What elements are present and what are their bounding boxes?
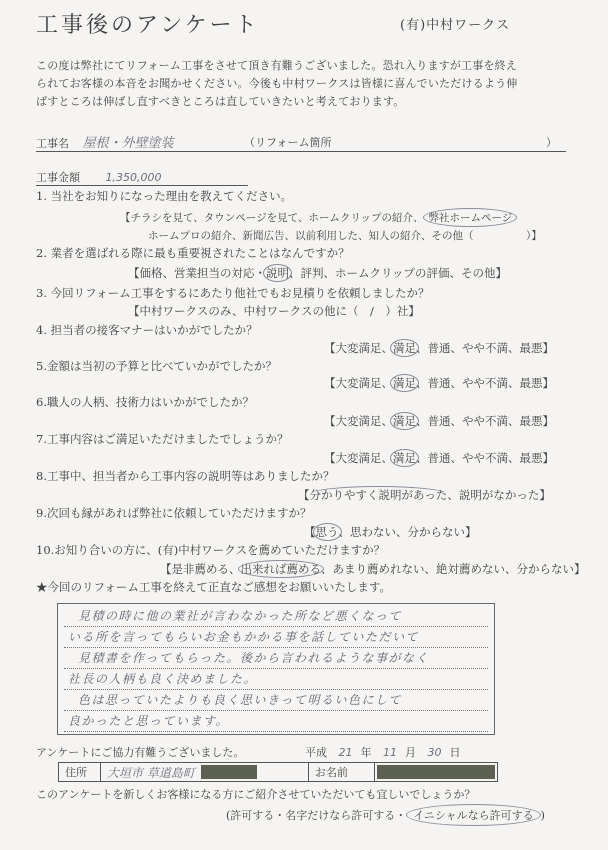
- selected-option[interactable]: 弊社ホームページ: [423, 208, 517, 227]
- survey-date: 平成 21 年 11 月 30 日: [305, 746, 461, 759]
- amount-value: 1,350,000: [105, 171, 162, 184]
- reform-location-label: （リフォーム箇所: [244, 136, 332, 149]
- selected-option[interactable]: 出来れば薦める: [238, 560, 325, 578]
- selected-option[interactable]: 満足: [390, 339, 419, 357]
- comment-line: 色は思っていたよりも良く思いきって明るい色にして: [64, 690, 488, 711]
- name-label: お名前: [309, 763, 375, 781]
- selected-option[interactable]: 思う: [313, 523, 342, 541]
- comment-line: いる所を言ってもらいお金もかかる事を話していただいて: [64, 627, 488, 648]
- question-4: 4. 担当者の接客マナーはいかがでしたか？: [36, 323, 258, 337]
- work-name-value: 屋根・外壁塗装: [82, 136, 174, 151]
- question-2: 2. 業者を選ばれる際に最も重要視されたことはなんですか？: [36, 246, 350, 260]
- question-8: 8.工事中、担当者から工事内容の説明等はありましたか？: [36, 469, 335, 483]
- question-10: 10.お知り合いの方に、(有)中村ワークスを薦めていただけますか？: [36, 543, 386, 557]
- comment-box[interactable]: [57, 603, 495, 735]
- question-7-options: 【大変満足、満足、普通、やや不満、最悪】: [324, 451, 554, 465]
- comment-prompt: ★今回のリフォーム工事を終えて正直なご感想をお願いいたします。: [36, 580, 392, 594]
- comment-line: 良かったと思っています。: [64, 711, 488, 732]
- date-month: 11: [383, 746, 397, 759]
- name-field[interactable]: [375, 763, 497, 781]
- thanks-text: アンケートにご協力有難うございました。: [36, 746, 245, 759]
- comment-line: 社長の人柄も良く決めました。: [64, 669, 488, 690]
- redacted-address: [201, 765, 257, 779]
- question-9-options: 【思う、思わない、分からない】: [304, 525, 477, 539]
- reform-location-close: ）: [546, 136, 557, 149]
- question-3: 3. 今回リフォーム工事をするにあたり他社でもお見積りを依頼しましたか？: [36, 286, 430, 300]
- company-name: (有)中村ワークス: [400, 18, 511, 33]
- intro-line: この度は弊社にてリフォーム工事をさせて頂き有難うございました。恐れ入りますが工事を終え: [36, 59, 518, 72]
- share-question: このアンケートを新しくお客様になる方にご紹介させていただいても宜しいでしょうか？: [36, 788, 476, 801]
- intro-line: られてお客様の本音をお聞かせください。今後も中村ワークスは皆様に喜んでいただけるよう伸: [36, 77, 518, 90]
- comment-line: 見積の時に他の業社が言わなかった所など悪くなって: [64, 606, 488, 627]
- selected-option[interactable]: 満足: [390, 449, 419, 467]
- question-10-options: 【是非薦める、出来れば薦める、あまり薦めれない、絶対薦めない、分からない】: [160, 562, 586, 576]
- selected-option[interactable]: 分かりやすく説明があった: [307, 486, 451, 504]
- question-6: 6.職人の人柄、技術力はいかがでしたか？: [36, 395, 254, 409]
- work-name-field[interactable]: [36, 132, 566, 152]
- selected-option[interactable]: 満足: [390, 412, 419, 430]
- date-day: 30: [427, 746, 442, 759]
- share-options: (許可する・名字だけなら許可する・ イニシャルなら許可する ): [226, 804, 545, 826]
- selected-option[interactable]: 満足: [390, 374, 419, 392]
- survey-title: 工事後のアンケート: [36, 13, 260, 38]
- address-value: 大垣市 草道島町: [107, 765, 195, 780]
- redacted-name: [377, 765, 495, 779]
- question-7: 7.工事内容はご満足いただけましたでしょうか？: [36, 432, 289, 446]
- selected-share-option[interactable]: イニシャルなら許可する: [406, 804, 540, 826]
- address-label: 住所: [59, 763, 101, 781]
- question-4-options: 【大変満足、満足、普通、やや不満、最悪】: [324, 341, 554, 355]
- question-6-options: 【大変満足、満足、普通、やや不満、最悪】: [324, 414, 554, 428]
- question-2-options: 【価格、営業担当の対応・説明、評判、ホームクリップの評価、その他】: [128, 266, 508, 280]
- question-1-options-2: ホームプロの紹介、新聞広告、以前利用した、知人の紹介、その他（ ）】: [148, 230, 542, 242]
- comment-line: 見積書を作ってもらった。後から言われるような事がなく: [64, 648, 488, 669]
- question-1: 1. 当社をお知りになった理由を教えてください。: [36, 189, 293, 203]
- address-field[interactable]: [101, 763, 309, 781]
- intro-line: ばすところは伸ばし直すべきところは直していきたいと考えております。: [36, 95, 405, 108]
- customer-info-table: [58, 762, 498, 782]
- intro-text: [36, 57, 581, 111]
- amount-field[interactable]: [36, 169, 248, 186]
- date-year: 21: [338, 746, 353, 759]
- question-5: 5.金額は当初の予算と比べていかがでしたか？: [36, 359, 277, 373]
- question-1-options: 【チラシを見て、タウンページを見て、ホームクリップの紹介、 弊社ホームページ: [120, 208, 517, 227]
- work-name-label: 工事名: [36, 137, 69, 150]
- question-3-options: 【中村ワークスのみ、中村ワークスの他に（ / ）社】: [128, 304, 420, 318]
- question-8-options: 【分かりやすく説明があった、説明がなかった】: [298, 488, 551, 502]
- question-9: 9.次回も縁があれば弊社に依頼していただけますか？: [36, 506, 312, 520]
- selected-option[interactable]: 説明: [263, 264, 292, 282]
- amount-label: 工事金額: [36, 171, 80, 184]
- question-5-options: 【大変満足、満足、普通、やや不満、最悪】: [324, 376, 554, 390]
